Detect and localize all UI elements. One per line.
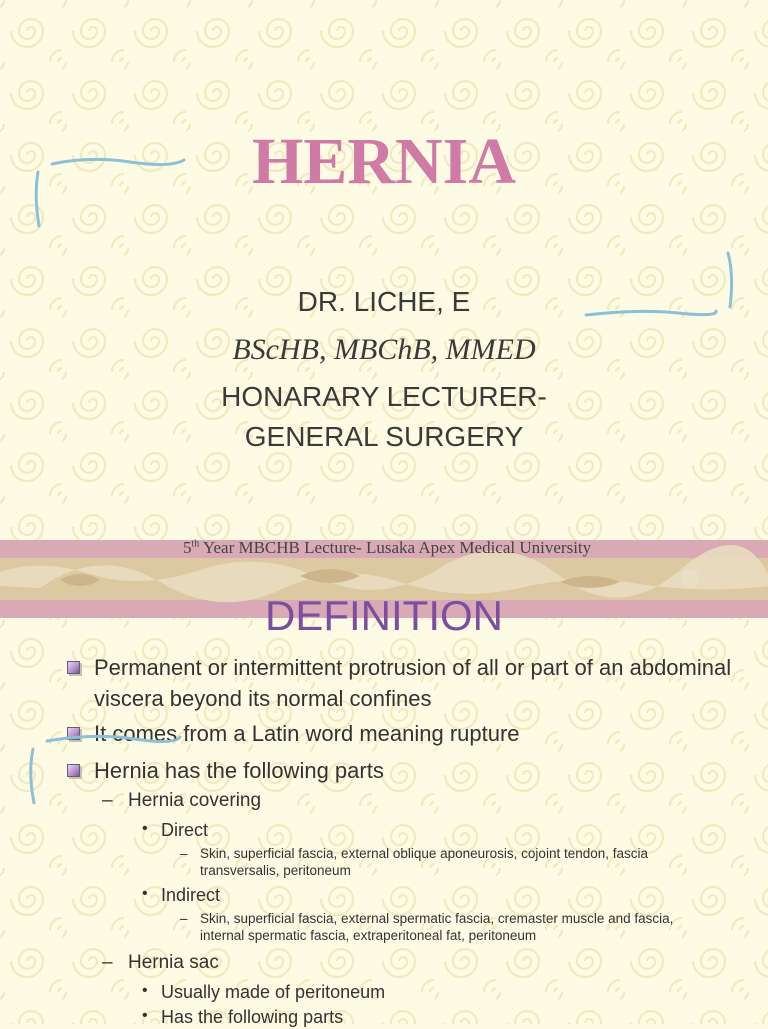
sublist-item-direct: • Direct xyxy=(161,818,208,842)
dot-bullet-icon: • xyxy=(142,1007,148,1024)
list-item: Permanent or intermittent protrusion of all or part of an abdominal viscera beyond its normal confines xyxy=(94,652,734,714)
list-item: Hernia has the following parts xyxy=(94,755,734,786)
sublist-item-indirect: • Indirect xyxy=(161,883,220,907)
indirect-layers-text: – Skin, superficial fascia, external spermatic fascia, cremaster muscle and fascia, internal spermatic fascia, extraperitoneal fat, peritoneum xyxy=(180,911,674,943)
square-bullet-icon xyxy=(67,661,80,674)
presenter-role-line1: HONARARY LECTURER- xyxy=(221,381,547,412)
dot-bullet-icon: • xyxy=(142,885,148,902)
presenter-name: DR. LICHE, E xyxy=(297,286,471,317)
decorative-scribble-top-right xyxy=(578,245,743,325)
sublist-item-sac: – Hernia sac xyxy=(102,952,219,973)
slide-footer: 5th Year MBCHB Lecture- Lusaka Apex Medical University xyxy=(183,538,592,557)
dash-bullet-icon: – xyxy=(180,911,188,926)
slide-title: HERNIA xyxy=(251,125,517,198)
dash-bullet-icon: – xyxy=(102,790,113,811)
sublist-item-covering: – Hernia covering xyxy=(102,790,262,811)
decorative-scribble-top-left xyxy=(30,150,190,235)
direct-layers-text: – Skin, superficial fascia, external oblique aponeurosis, cojoint tendon, fascia transversalis, peritoneum xyxy=(180,846,649,878)
sublist-item-sac-peritoneum: • Usually made of peritoneum xyxy=(161,980,385,1004)
definition-heading: DEFINITION xyxy=(265,592,503,639)
list-item: It comes from a Latin word meaning rupture xyxy=(94,718,734,749)
dash-bullet-icon: – xyxy=(180,846,188,861)
dot-bullet-icon: • xyxy=(142,982,148,999)
dot-bullet-icon: • xyxy=(142,820,148,837)
presenter-role-line2: GENERAL SURGERY xyxy=(244,421,524,452)
dash-bullet-icon: – xyxy=(102,952,113,973)
decorative-scribble-mid-left xyxy=(25,725,185,810)
presenter-qualifications: BScHB, MBChB, MMED xyxy=(232,333,536,366)
sublist-item-sac-parts: • Has the following parts xyxy=(161,1005,343,1029)
